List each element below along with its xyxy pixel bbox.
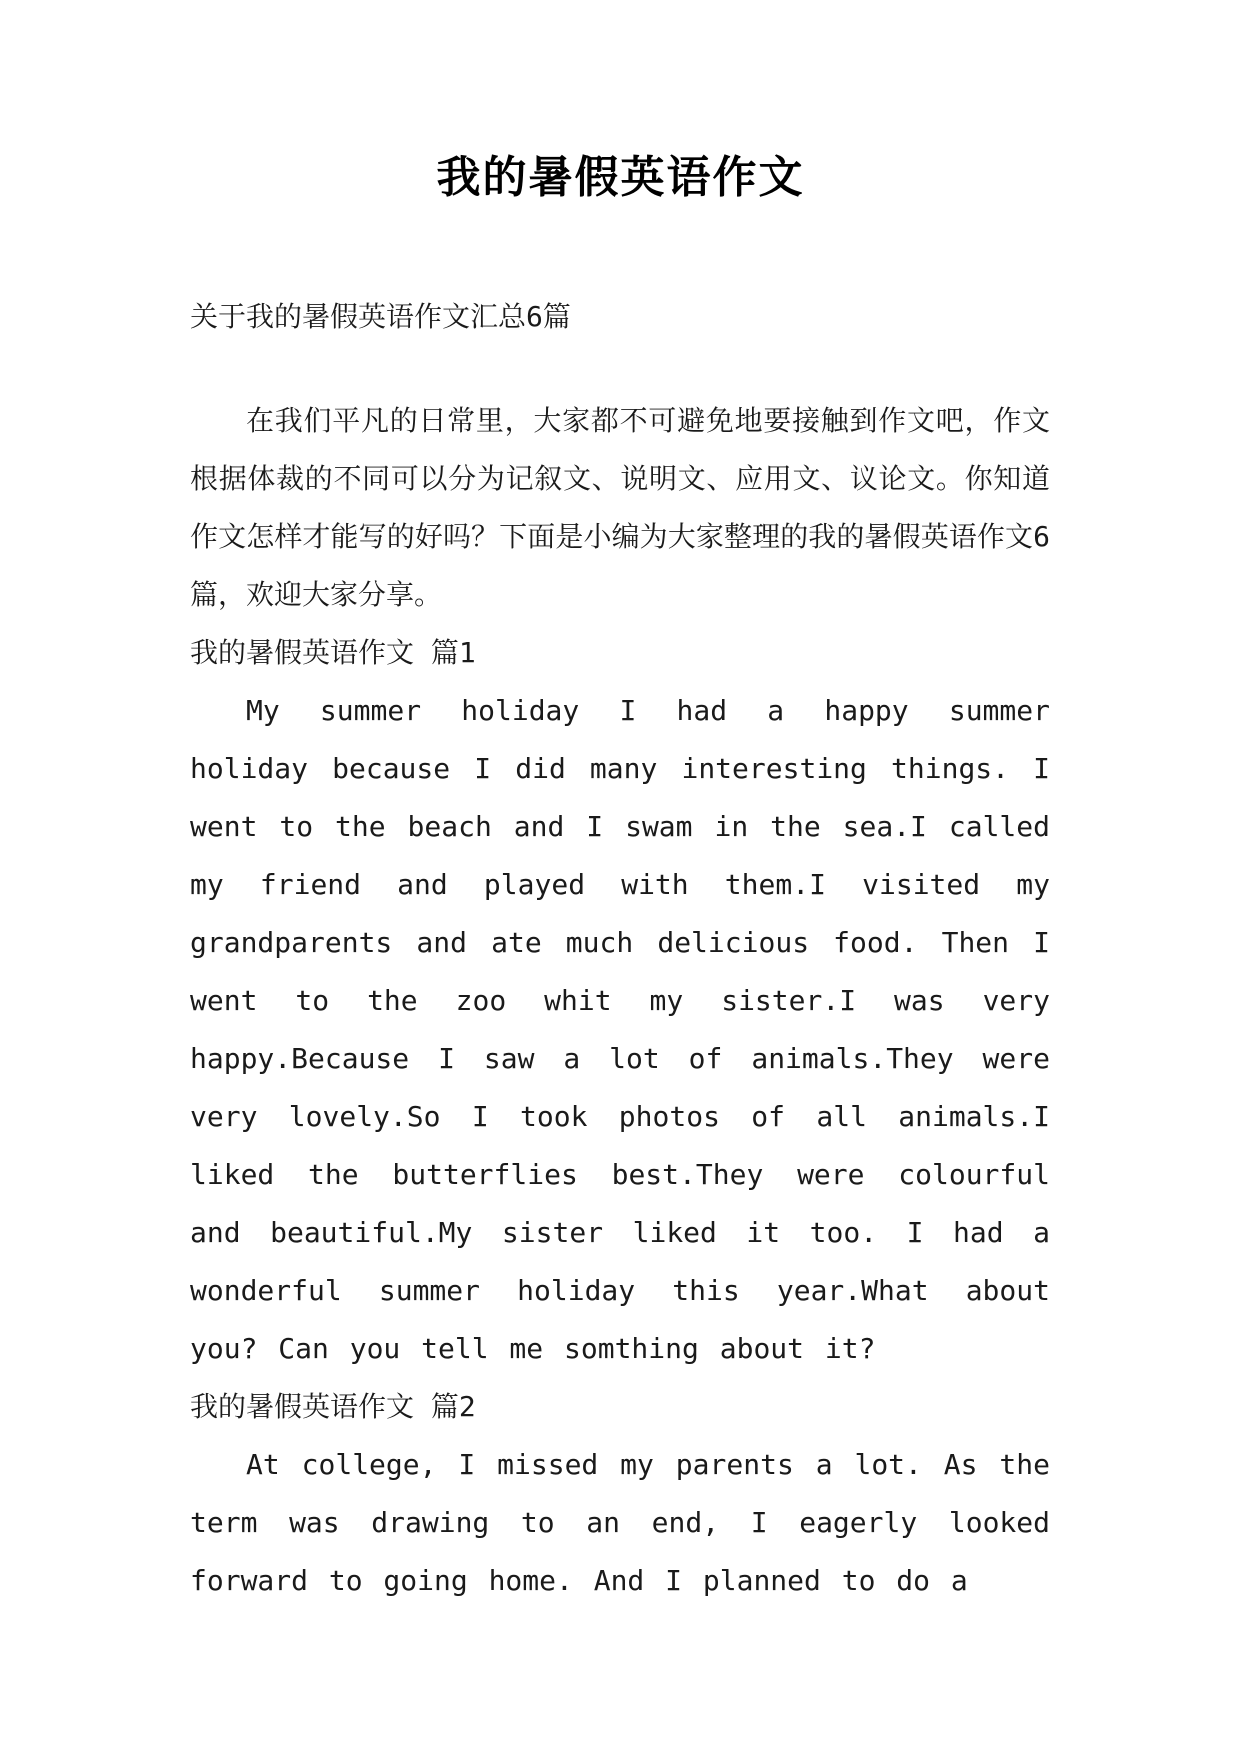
section-body-2: At college, I missed my parents a lot. As the term was drawing to an end, I eagerly looked forward to going home. And I planned to do a xyxy=(190,1448,1050,1597)
document-title: 我的暑假英语作文 xyxy=(436,152,805,203)
document-body xyxy=(190,288,1050,1610)
intro-paragraph: 在我们平凡的日常里，大家都不可避免地要接触到作文吧，作文根据体裁的不同可以分为记叙文、说明文、应用文、议论文。你知道作文怎样才能写的好吗？下面是小编为大家整理的我的暑假英语作文6篇，欢迎大家分享。 xyxy=(190,404,1050,611)
document-subtitle: 关于我的暑假英语作文汇总6篇 xyxy=(190,300,571,333)
section-heading-2: 我的暑假英语作文 篇2 xyxy=(190,1390,476,1423)
section-body-1: My summer holiday I had a happy summer holiday because I did many interesting things. I went to the beach and I swam in the sea.I called my friend and played with them.I visited my grandparents and ate much delicious food. Then I went to the zoo whit my sister.I was very happy.Because I saw a lot of animals.They were very lovely.So I took photos of all animals.I liked the butterflies best.They were colourful and beautiful.My sister liked it too. I had a wonderful summer holiday this year.What about you? Can you tell me somthing about it? xyxy=(190,694,1050,1365)
section-heading-1: 我的暑假英语作文 篇1 xyxy=(190,636,476,669)
